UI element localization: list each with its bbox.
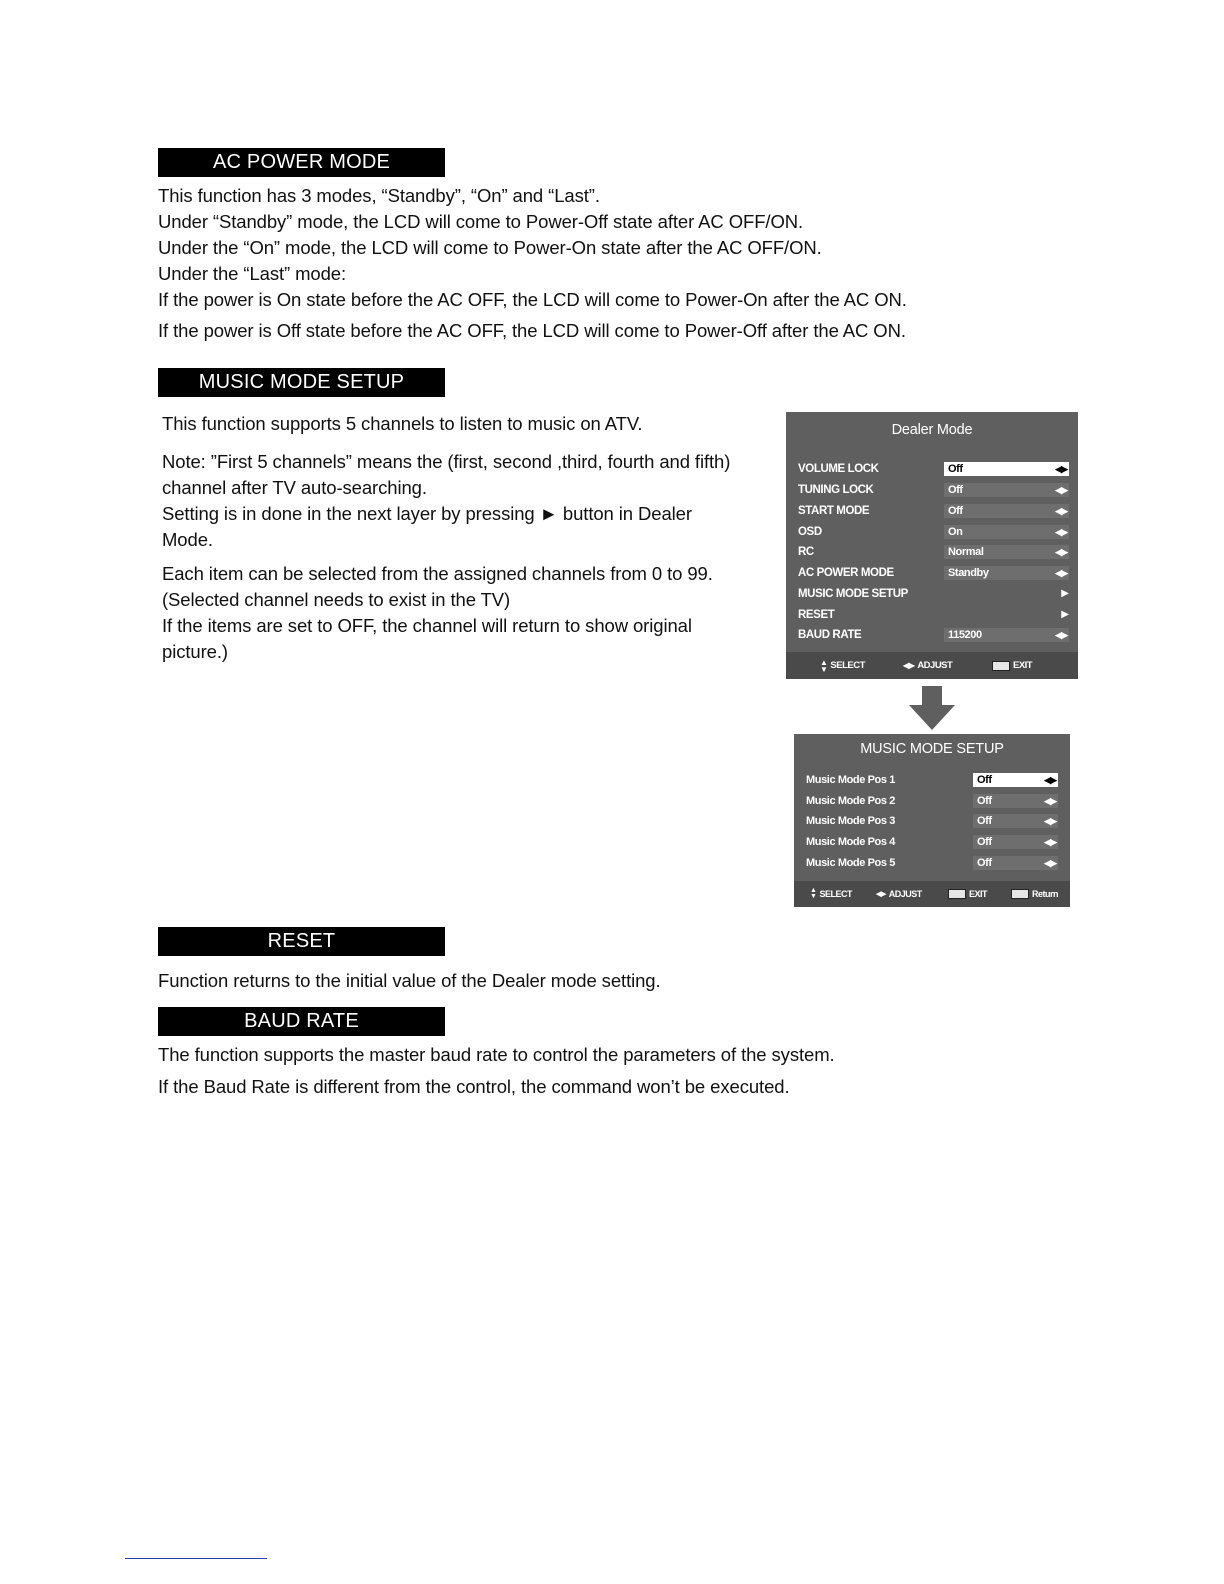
value-text: Off [948,505,963,517]
left-right-arrows-icon: ◀▶ [1055,485,1067,495]
menu-row-label: Music Mode Pos 3 [806,815,895,827]
reset-text: Function returns to the initial value of the Dealer mode setting. [158,970,661,991]
menu-row-value[interactable] [973,814,1058,828]
music-mode-setup-menu [794,734,1070,907]
footer-exit [948,881,987,907]
footer-label: ADJUST [917,660,953,671]
up-down-icon: ▲ ▼ [820,657,828,674]
paragraph-line: (Selected channel needs to exist in the TV) [162,589,511,610]
menu-row-ac-power-mode[interactable] [786,565,1078,581]
menu-key-icon [992,661,1010,671]
menu-row-volume-lock[interactable] [786,461,1078,477]
menu-row-music-mode-setup[interactable] [786,586,1078,602]
footer-label: EXIT [1013,660,1033,671]
ac-power-mode-text [158,183,907,344]
menu-row-label: MUSIC MODE SETUP [798,588,908,600]
baud-rate-header: BAUD RATE [158,1007,445,1036]
paragraph-line: Note: ”First 5 channels” means the (first, second ,third, fourth and fifth) [162,451,731,472]
music-menu-footer [794,881,1070,907]
footer-label: ADJUST [888,889,922,899]
value-text: Off [948,484,963,496]
menu-row-label: Music Mode Pos 5 [806,857,895,869]
paragraph-line: Mode. [162,529,213,550]
footer-return [1011,881,1058,907]
value-text: Off [977,836,992,848]
menu-row-label: RESET [798,609,835,621]
menu-row-value[interactable] [944,566,1069,580]
footer-label: EXIT [969,889,988,899]
menu-row-start-mode[interactable] [786,503,1078,519]
menu-row-value[interactable] [944,628,1069,642]
footer-adjust [903,652,952,679]
menu-row-rc[interactable] [786,544,1078,560]
menu-row-label: TUNING LOCK [798,484,874,496]
left-right-arrows-icon: ◀▶ [1044,796,1056,806]
menu-row-label: START MODE [798,505,870,517]
paragraph-line: If the power is Off state before the AC OFF, the LCD will come to Power-Off after the AC ON. [158,320,906,341]
menu-row-label: BAUD RATE [798,629,862,641]
paragraph-line: If the items are set to OFF, the channel will return to show original [162,615,692,636]
paragraph-line: Each item can be selected from the assigned channels from 0 to 99. [162,563,713,584]
footer-exit [992,652,1032,679]
paragraph-line: If the Baud Rate is different from the control, the command won’t be executed. [158,1076,790,1097]
paragraph-line: This function has 3 modes, “Standby”, “On” and “Last”. [158,185,600,206]
menu-row-value[interactable] [944,504,1069,518]
menu-row-label: Music Mode Pos 2 [806,795,895,807]
paragraph-line: Under the “Last” mode: [158,263,347,284]
menu-row-value[interactable] [973,835,1058,849]
footer-adjust [876,881,922,907]
reset-header: RESET [158,927,445,956]
menu-row-label: AC POWER MODE [798,567,894,579]
up-down-icon: ▲ ▼ [810,887,817,900]
footer-select [810,881,852,907]
menu-key-icon [948,889,966,899]
value-text: Off [977,857,992,869]
paragraph-line: If the power is On state before the AC OFF, the LCD will come to Power-On after the AC ON. [158,289,907,310]
music-menu-title: MUSIC MODE SETUP [860,741,1004,757]
value-text: Off [977,815,992,827]
footer-label: SELECT [819,889,852,899]
baud-rate-text [158,1042,835,1100]
back-key-icon [1011,889,1029,899]
value-text: Normal [948,546,984,558]
paragraph-line: channel after TV auto-searching. [162,477,427,498]
left-right-arrows-icon: ◀▶ [1044,816,1056,826]
value-text: Off [977,795,992,807]
menu-row-value[interactable] [944,483,1069,497]
dealer-menu-footer [786,652,1078,679]
menu-row-value[interactable] [944,545,1069,559]
menu-row-label: Music Mode Pos 1 [806,774,895,786]
submenu-arrow-icon: ▶ [1061,588,1069,599]
dealer-mode-menu [786,412,1078,679]
down-arrow-icon [907,686,957,732]
value-text: On [948,526,963,538]
value-text: Off [948,463,963,475]
value-text: Standby [948,567,989,579]
menu-row-label: OSD [798,526,822,538]
menu-row-value[interactable] [944,525,1069,539]
footer-label: SELECT [830,660,865,671]
footer-label: Return [1032,889,1058,899]
paragraph-line: This function supports 5 channels to listen to music on ATV. [162,413,643,434]
left-right-icon: ◀▶ [876,891,886,898]
menu-row-reset[interactable] [786,607,1078,623]
menu-row-value[interactable] [944,462,1069,476]
menu-row-label: VOLUME LOCK [798,463,879,475]
music-mode-setup-header: MUSIC MODE SETUP [158,368,445,397]
music-row-pos-1[interactable] [794,772,1070,788]
menu-row-value[interactable] [973,794,1058,808]
left-right-arrows-icon: ◀▶ [1055,568,1067,578]
left-right-arrows-icon: ◀▶ [1044,775,1056,785]
music-row-pos-5[interactable] [794,855,1070,871]
left-right-arrows-icon: ◀▶ [1055,527,1067,537]
paragraph-line: Under “Standby” mode, the LCD will come to Power-Off state after AC OFF/ON. [158,211,804,232]
left-right-icon: ◀▶ [903,661,915,670]
left-right-arrows-icon: ◀▶ [1055,506,1067,516]
menu-row-baud-rate[interactable] [786,627,1078,643]
paragraph-line: The function supports the master baud rate to control the parameters of the system. [158,1044,835,1065]
menu-row-tuning-lock[interactable] [786,482,1078,498]
left-right-arrows-icon: ◀▶ [1044,858,1056,868]
paragraph-line: Setting is in done in the next layer by pressing ► button in Dealer [162,503,692,524]
menu-row-label: Music Mode Pos 4 [806,836,895,848]
menu-row-label: RC [798,546,814,558]
footer-rule [125,1558,267,1559]
footer-select [820,652,865,679]
value-text: 115200 [948,629,982,641]
music-row-pos-2[interactable] [794,793,1070,809]
menu-row-value[interactable] [973,773,1058,787]
left-right-arrows-icon: ◀▶ [1055,464,1067,474]
music-row-pos-4[interactable] [794,834,1070,850]
submenu-arrow-icon: ▶ [1061,609,1069,620]
music-row-pos-3[interactable] [794,813,1070,829]
paragraph-line: Under the “On” mode, the LCD will come to Power-On state after the AC OFF/ON. [158,237,822,258]
menu-row-osd[interactable] [786,524,1078,540]
menu-row-value[interactable] [973,856,1058,870]
music-mode-text [162,411,730,665]
left-right-arrows-icon: ◀▶ [1044,837,1056,847]
ac-power-mode-header: AC POWER MODE [158,148,445,177]
paragraph-line: picture.) [162,641,228,662]
dealer-menu-title: Dealer Mode [891,422,973,438]
value-text: Off [977,774,992,786]
left-right-arrows-icon: ◀▶ [1055,630,1067,640]
left-right-arrows-icon: ◀▶ [1055,547,1067,557]
